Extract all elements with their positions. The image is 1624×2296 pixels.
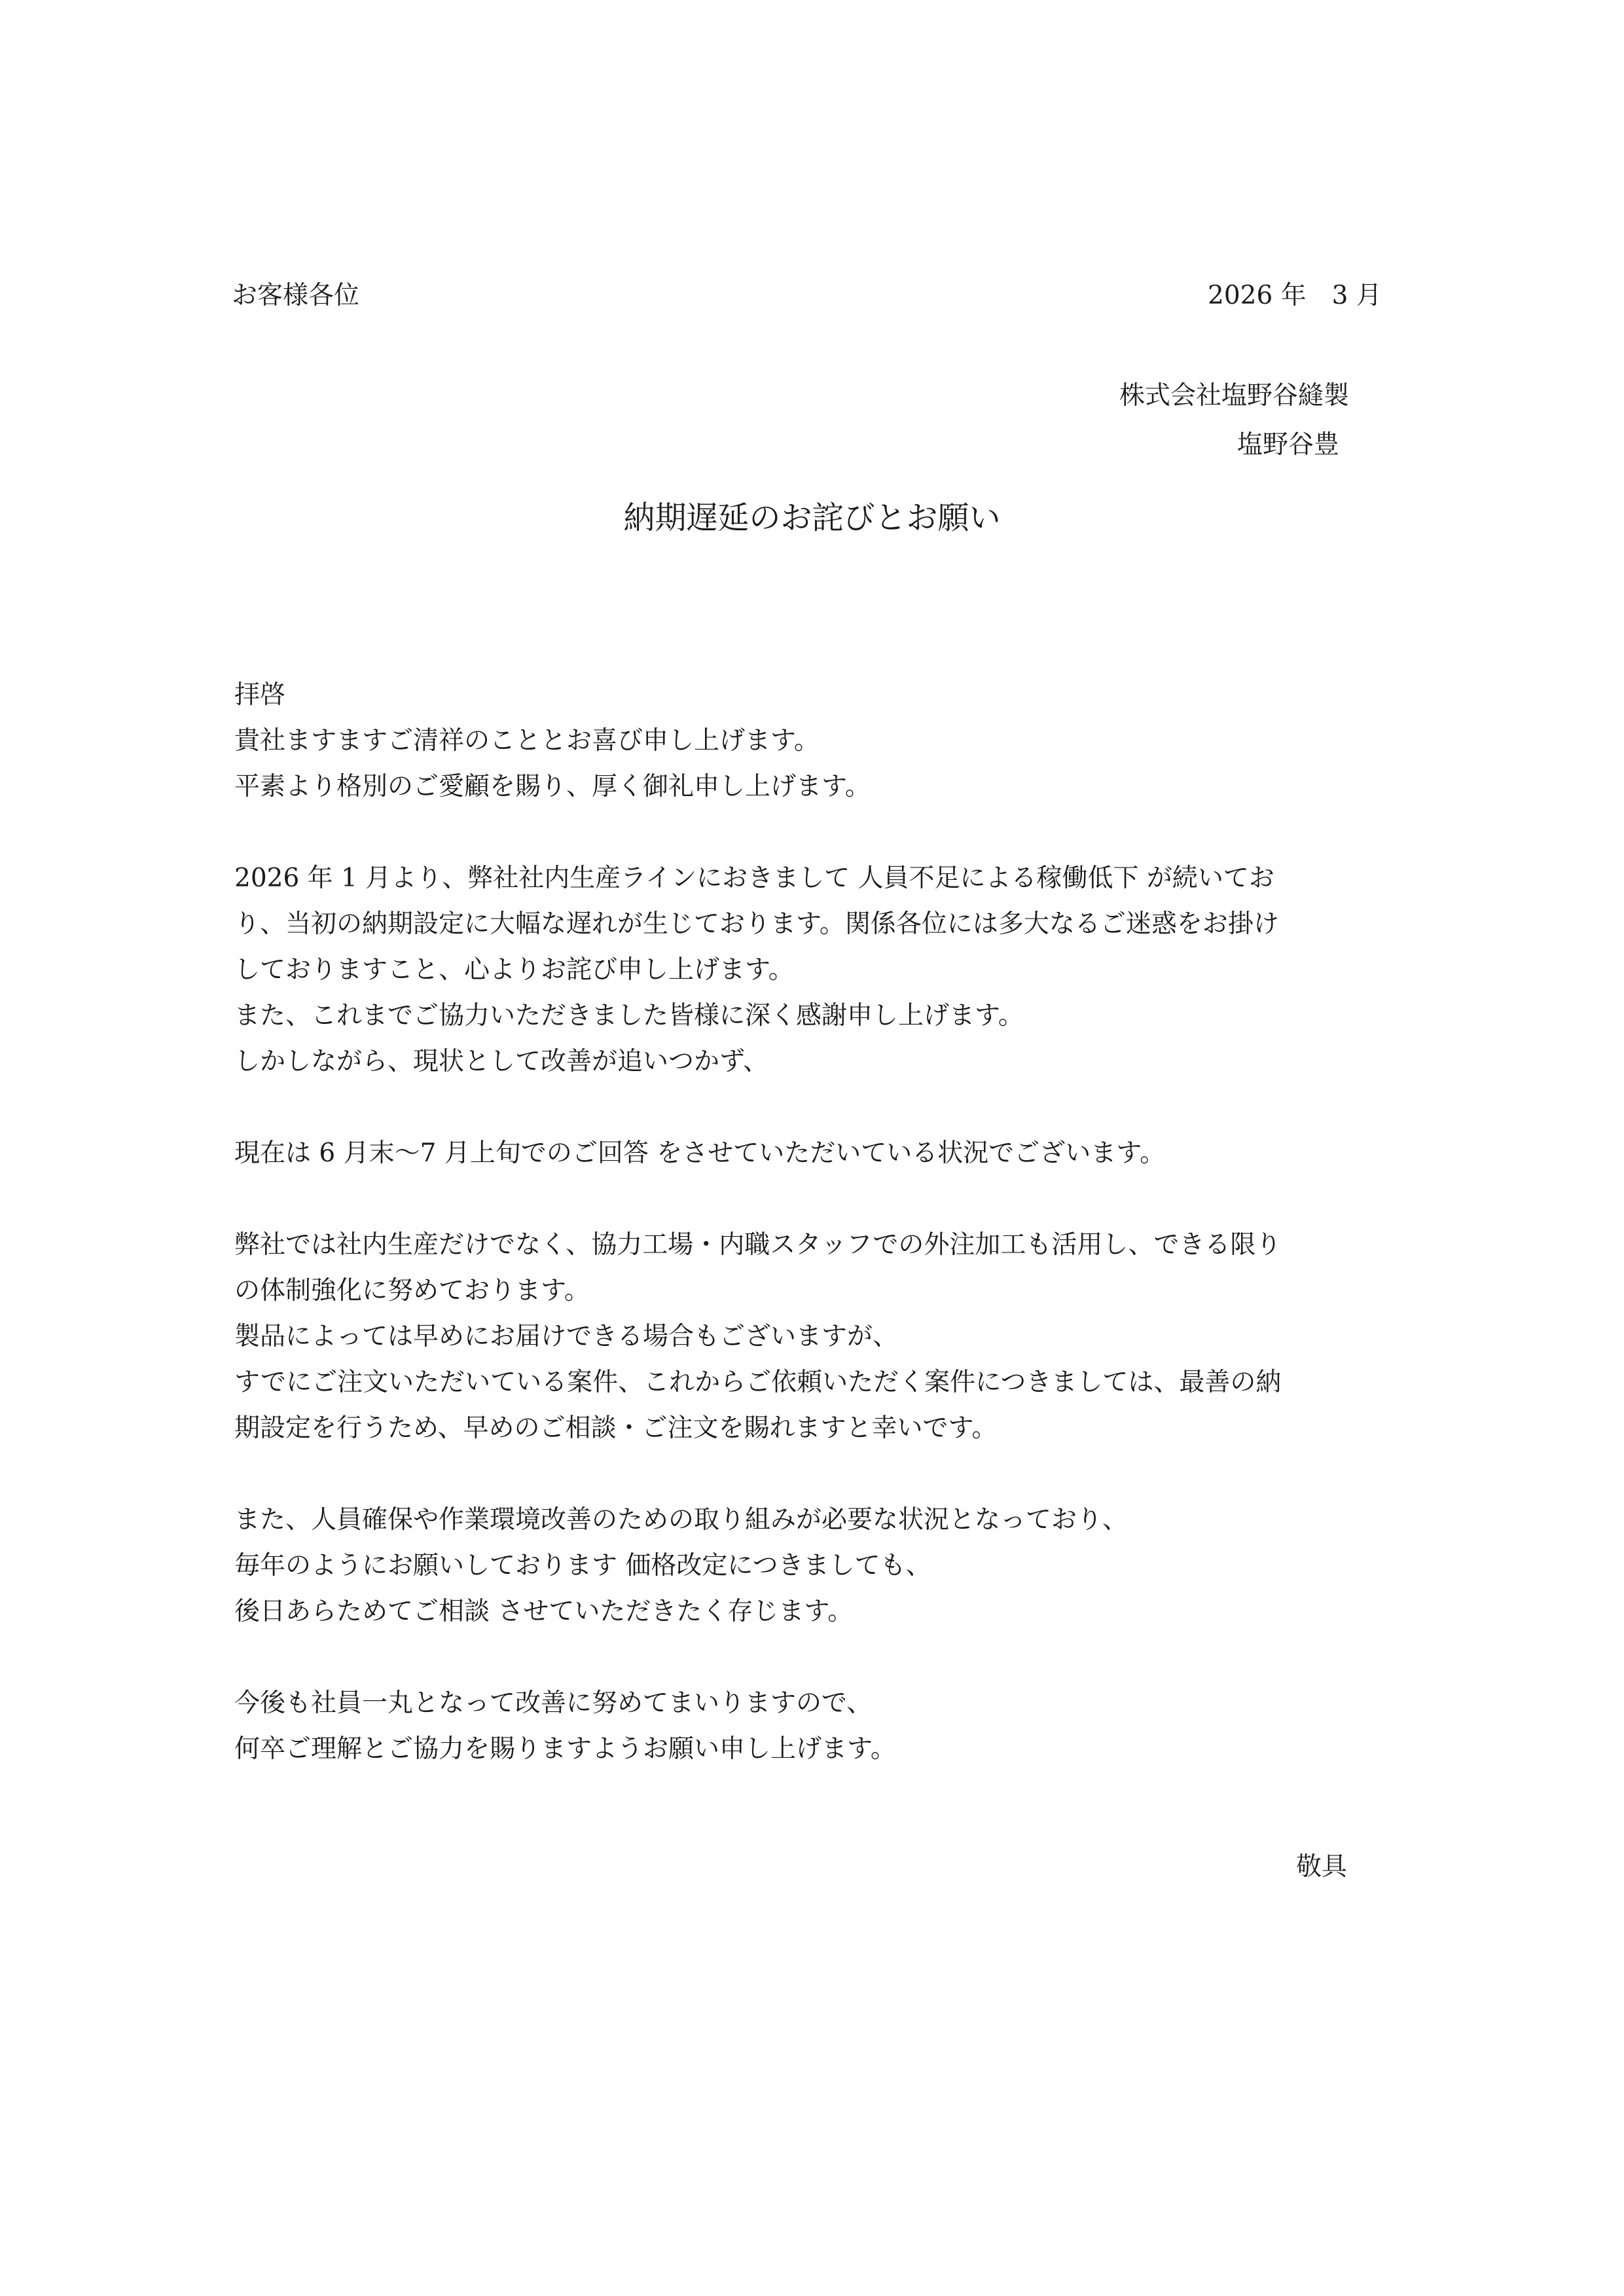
body-line: り、当初の納期設定に大幅な遅れが生じております。関係各位には多大なるご迷惑をお掛け xyxy=(234,909,1279,939)
body-blank-line xyxy=(234,1085,1413,1131)
closing-phrase: 敬具 xyxy=(1296,1852,1348,1882)
body-blank-line xyxy=(234,1635,1413,1681)
body-line: すでにご注文いただいている案件、これからご依頼いただく案件につきましては、最善の納 xyxy=(234,1368,1282,1397)
letter-title: 納期遅延のお詫びとお願い xyxy=(623,500,1001,536)
body-line: 拝啓 xyxy=(234,680,286,710)
body-blank-line xyxy=(234,1176,1413,1222)
body-line: 今後も社員一丸となって改善に努めてまいりますので、 xyxy=(234,1688,873,1718)
body-line: しかしながら、現状として改善が追いつかず、 xyxy=(234,1047,768,1076)
letter-body xyxy=(234,672,1413,1772)
body-line: の体制強化に努めております。 xyxy=(234,1276,590,1305)
body-line: しておりますこと、心よりお詫び申し上げます。 xyxy=(234,955,794,985)
body-line: 現在は 6 月末〜7 月上旬でのご回答 をさせていただいている状況でございます。 xyxy=(234,1139,1166,1168)
body-line: 貴社ますますご清祥のこととお喜び申し上げます。 xyxy=(234,726,820,756)
sender-company: 株式会社塩野谷縫製 xyxy=(1119,381,1350,410)
body-line: 2026 年 1 月より、弊社社内生産ラインにおきまして 人員不足による稼働低下 が続いてお xyxy=(234,864,1274,893)
body-line: 弊社では社内生産だけでなく、協力工場・内職スタッフでの外注加工も活用し、できる限り xyxy=(234,1230,1282,1260)
body-line: 毎年のようにお願いしております 価格改定につきましても、 xyxy=(234,1551,931,1580)
body-line: また、これまでご協力いただきました皆様に深く感謝申し上げます。 xyxy=(234,1001,1024,1030)
body-line: 期設定を行うため、早めのご相談・ご注文を賜れますと幸いです。 xyxy=(234,1413,998,1443)
body-blank-line xyxy=(234,810,1413,856)
body-line: 何卒ご理解とご協力を賜りますようお願い申し上げます。 xyxy=(234,1734,896,1764)
sender-name: 塩野谷豊 xyxy=(1237,430,1340,460)
letter-date: 2026 年 3 月 xyxy=(1208,281,1382,310)
body-line: 後日あらためてご相談 させていただきたく存じます。 xyxy=(234,1597,854,1626)
body-blank-line xyxy=(234,1451,1413,1497)
body-line: また、人員確保や作業環境改善のための取り組みが必要な状況となっており、 xyxy=(234,1505,1128,1535)
body-line: 製品によっては早めにお届けできる場合もございますが、 xyxy=(234,1322,899,1351)
recipient: お客様各位 xyxy=(232,281,360,310)
body-line: 平素より格別のご愛顧を賜り、厚く御礼申し上げます。 xyxy=(234,772,871,801)
